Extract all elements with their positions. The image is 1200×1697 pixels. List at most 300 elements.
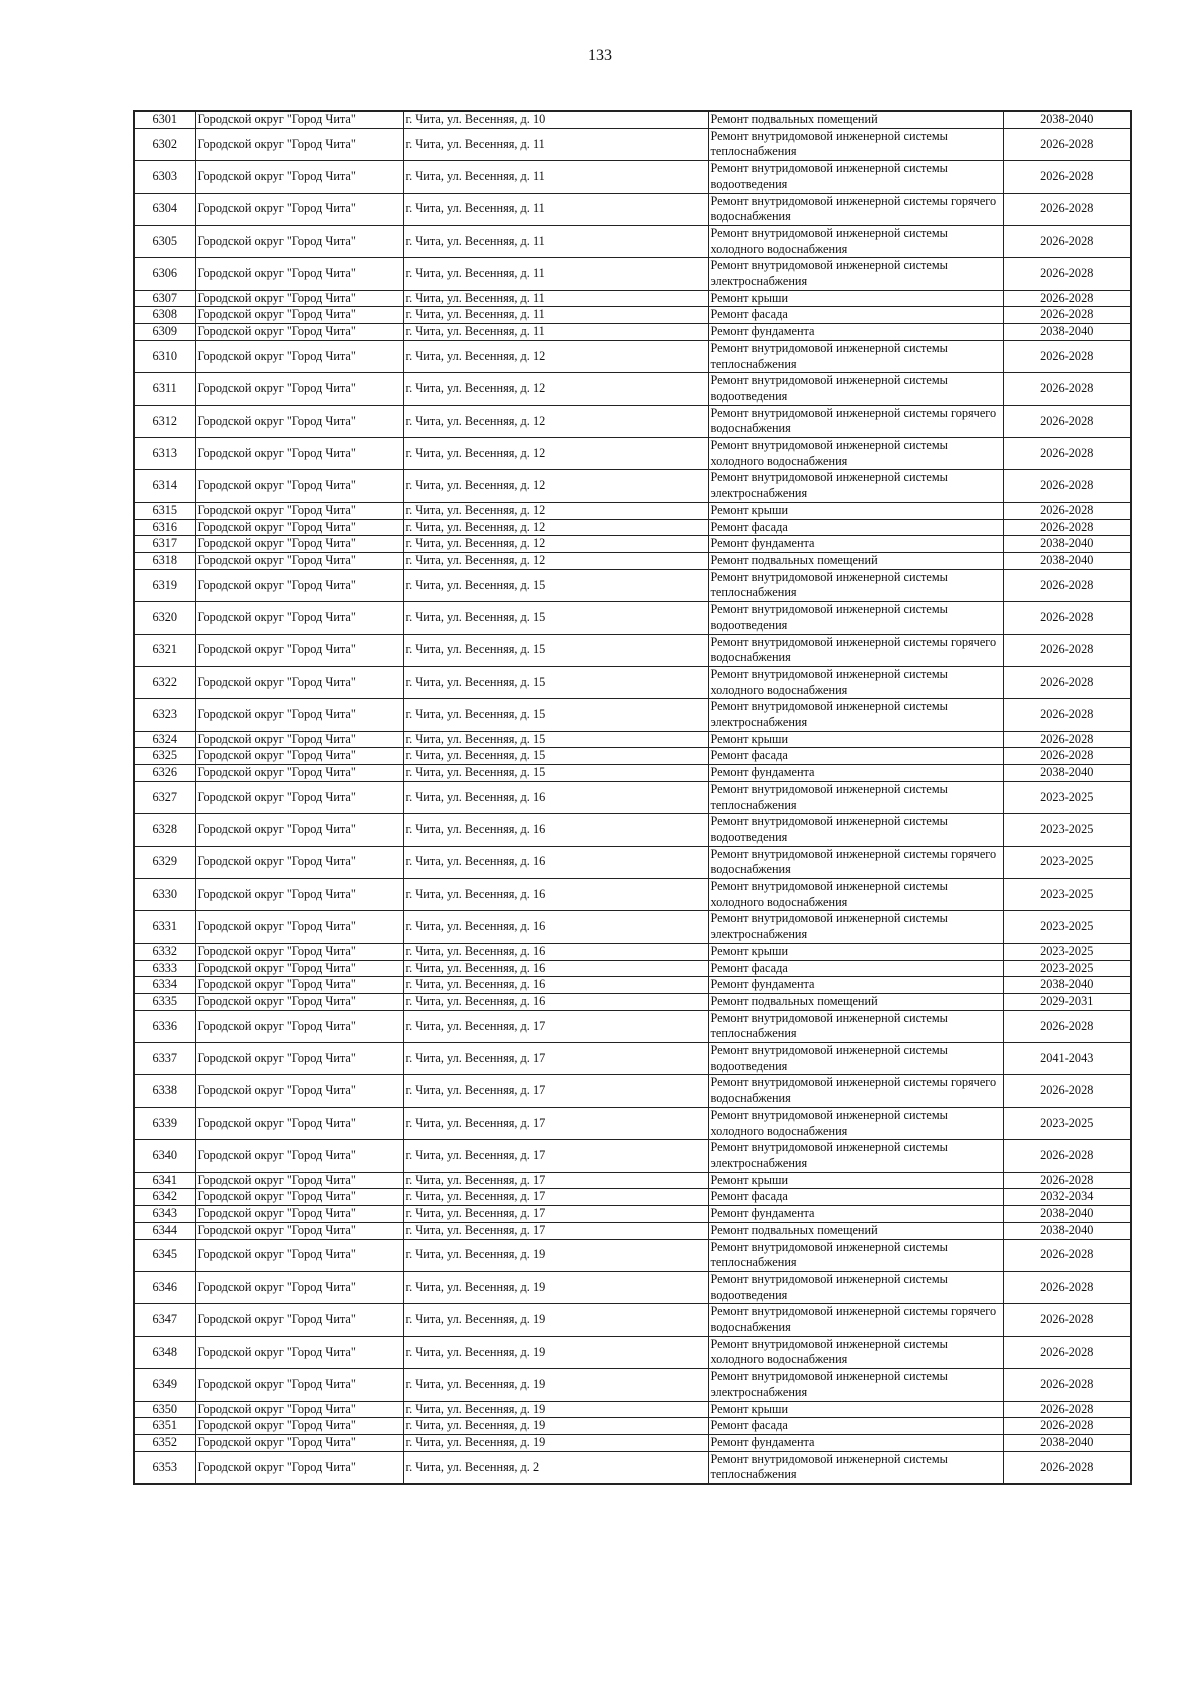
work-type-cell: Ремонт внутридомовой инженерной системы электроснабжения <box>708 1140 1003 1172</box>
table-row <box>134 731 1131 748</box>
table-row <box>134 1172 1131 1189</box>
municipality-cell: Городской округ "Город Чита" <box>195 1043 403 1075</box>
row-number-cell: 6307 <box>134 290 195 307</box>
work-type-cell: Ремонт внутридомовой инженерной системы холодного водоснабжения <box>708 666 1003 698</box>
municipality-cell: Городской округ "Город Чита" <box>195 1304 403 1336</box>
address-cell: г. Чита, ул. Весенняя, д. 12 <box>403 405 708 437</box>
municipality-cell: Городской округ "Город Чита" <box>195 977 403 994</box>
row-number-cell: 6330 <box>134 879 195 911</box>
municipality-cell: Городской округ "Город Чита" <box>195 519 403 536</box>
table-row <box>134 960 1131 977</box>
municipality-cell: Городской округ "Город Чита" <box>195 536 403 553</box>
register-body <box>134 111 1131 1484</box>
row-number-cell: 6338 <box>134 1075 195 1107</box>
address-cell: г. Чита, ул. Весенняя, д. 17 <box>403 1206 708 1223</box>
row-number-cell: 6304 <box>134 193 195 225</box>
address-cell: г. Чита, ул. Весенняя, д. 19 <box>403 1239 708 1271</box>
municipality-cell: Городской округ "Город Чита" <box>195 552 403 569</box>
municipality-cell: Городской округ "Город Чита" <box>195 748 403 765</box>
address-cell: г. Чита, ул. Весенняя, д. 16 <box>403 814 708 846</box>
municipality-cell: Городской округ "Город Чита" <box>195 1107 403 1139</box>
work-type-cell: Ремонт внутридомовой инженерной системы горячего водоснабжения <box>708 193 1003 225</box>
period-cell: 2038-2040 <box>1003 977 1131 994</box>
row-number-cell: 6325 <box>134 748 195 765</box>
work-type-cell: Ремонт фасада <box>708 519 1003 536</box>
municipality-cell: Городской округ "Город Чита" <box>195 699 403 731</box>
work-type-cell: Ремонт внутридомовой инженерной системы электроснабжения <box>708 911 1003 943</box>
address-cell: г. Чита, ул. Весенняя, д. 11 <box>403 193 708 225</box>
work-type-cell: Ремонт внутридомовой инженерной системы холодного водоснабжения <box>708 879 1003 911</box>
address-cell: г. Чита, ул. Весенняя, д. 15 <box>403 731 708 748</box>
work-type-cell: Ремонт фасада <box>708 748 1003 765</box>
work-type-cell: Ремонт внутридомовой инженерной системы электроснабжения <box>708 470 1003 502</box>
table-row <box>134 602 1131 634</box>
municipality-cell: Городской округ "Город Чита" <box>195 993 403 1010</box>
period-cell: 2026-2028 <box>1003 161 1131 193</box>
table-row <box>134 552 1131 569</box>
row-number-cell: 6353 <box>134 1451 195 1484</box>
period-cell: 2026-2028 <box>1003 569 1131 601</box>
municipality-cell: Городской округ "Город Чита" <box>195 373 403 405</box>
row-number-cell: 6306 <box>134 258 195 290</box>
table-row <box>134 1451 1131 1484</box>
table-row <box>134 1140 1131 1172</box>
work-type-cell: Ремонт внутридомовой инженерной системы холодного водоснабжения <box>708 438 1003 470</box>
address-cell: г. Чита, ул. Весенняя, д. 19 <box>403 1418 708 1435</box>
work-type-cell: Ремонт внутридомовой инженерной системы теплоснабжения <box>708 1451 1003 1484</box>
address-cell: г. Чита, ул. Весенняя, д. 11 <box>403 258 708 290</box>
work-type-cell: Ремонт крыши <box>708 1172 1003 1189</box>
municipality-cell: Городской округ "Город Чита" <box>195 731 403 748</box>
table-row <box>134 1107 1131 1139</box>
address-cell: г. Чита, ул. Весенняя, д. 16 <box>403 993 708 1010</box>
table-row <box>134 748 1131 765</box>
address-cell: г. Чита, ул. Весенняя, д. 15 <box>403 569 708 601</box>
municipality-cell: Городской округ "Город Чита" <box>195 502 403 519</box>
work-type-cell: Ремонт внутридомовой инженерной системы теплоснабжения <box>708 569 1003 601</box>
row-number-cell: 6310 <box>134 340 195 372</box>
municipality-cell: Городской округ "Город Чита" <box>195 634 403 666</box>
work-type-cell: Ремонт внутридомовой инженерной системы теплоснабжения <box>708 781 1003 813</box>
row-number-cell: 6324 <box>134 731 195 748</box>
row-number-cell: 6348 <box>134 1336 195 1368</box>
page-number: 133 <box>588 47 612 64</box>
table-row <box>134 993 1131 1010</box>
period-cell: 2026-2028 <box>1003 699 1131 731</box>
address-cell: г. Чита, ул. Весенняя, д. 11 <box>403 161 708 193</box>
row-number-cell: 6313 <box>134 438 195 470</box>
address-cell: г. Чита, ул. Весенняя, д. 19 <box>403 1271 708 1303</box>
address-cell: г. Чита, ул. Весенняя, д. 11 <box>403 225 708 257</box>
work-type-cell: Ремонт крыши <box>708 502 1003 519</box>
period-cell: 2023-2025 <box>1003 781 1131 813</box>
table-row <box>134 405 1131 437</box>
work-type-cell: Ремонт внутридомовой инженерной системы горячего водоснабжения <box>708 1304 1003 1336</box>
municipality-cell: Городской округ "Город Чита" <box>195 1451 403 1484</box>
row-number-cell: 6344 <box>134 1222 195 1239</box>
work-type-cell: Ремонт внутридомовой инженерной системы холодного водоснабжения <box>708 225 1003 257</box>
address-cell: г. Чита, ул. Весенняя, д. 15 <box>403 699 708 731</box>
table-row <box>134 1010 1131 1042</box>
table-row <box>134 1271 1131 1303</box>
table-row <box>134 161 1131 193</box>
table-row <box>134 846 1131 878</box>
table-row <box>134 128 1131 160</box>
municipality-cell: Городской округ "Город Чита" <box>195 324 403 341</box>
row-number-cell: 6321 <box>134 634 195 666</box>
period-cell: 2029-2031 <box>1003 993 1131 1010</box>
work-type-cell: Ремонт подвальных помещений <box>708 111 1003 128</box>
work-type-cell: Ремонт внутридомовой инженерной системы водоотведения <box>708 814 1003 846</box>
row-number-cell: 6331 <box>134 911 195 943</box>
municipality-cell: Городской округ "Город Чита" <box>195 1222 403 1239</box>
period-cell: 2038-2040 <box>1003 536 1131 553</box>
row-number-cell: 6337 <box>134 1043 195 1075</box>
row-number-cell: 6319 <box>134 569 195 601</box>
municipality-cell: Городской округ "Город Чита" <box>195 765 403 782</box>
table-row <box>134 519 1131 536</box>
work-type-cell: Ремонт внутридомовой инженерной системы водоотведения <box>708 602 1003 634</box>
row-number-cell: 6343 <box>134 1206 195 1223</box>
row-number-cell: 6303 <box>134 161 195 193</box>
address-cell: г. Чита, ул. Весенняя, д. 15 <box>403 602 708 634</box>
row-number-cell: 6309 <box>134 324 195 341</box>
work-type-cell: Ремонт внутридомовой инженерной системы водоотведения <box>708 1043 1003 1075</box>
address-cell: г. Чита, ул. Весенняя, д. 15 <box>403 765 708 782</box>
period-cell: 2023-2025 <box>1003 879 1131 911</box>
table-row <box>134 258 1131 290</box>
work-type-cell: Ремонт внутридомовой инженерной системы теплоснабжения <box>708 340 1003 372</box>
address-cell: г. Чита, ул. Весенняя, д. 17 <box>403 1075 708 1107</box>
municipality-cell: Городской округ "Город Чита" <box>195 569 403 601</box>
table-row <box>134 666 1131 698</box>
period-cell: 2026-2028 <box>1003 666 1131 698</box>
work-type-cell: Ремонт подвальных помещений <box>708 1222 1003 1239</box>
address-cell: г. Чита, ул. Весенняя, д. 19 <box>403 1401 708 1418</box>
work-type-cell: Ремонт фундамента <box>708 765 1003 782</box>
row-number-cell: 6335 <box>134 993 195 1010</box>
work-type-cell: Ремонт внутридомовой инженерной системы теплоснабжения <box>708 1010 1003 1042</box>
table-row <box>134 1189 1131 1206</box>
municipality-cell: Городской округ "Город Чита" <box>195 405 403 437</box>
row-number-cell: 6333 <box>134 960 195 977</box>
period-cell: 2026-2028 <box>1003 602 1131 634</box>
row-number-cell: 6334 <box>134 977 195 994</box>
municipality-cell: Городской округ "Город Чита" <box>195 666 403 698</box>
table-row <box>134 814 1131 846</box>
table-row <box>134 1075 1131 1107</box>
period-cell: 2026-2028 <box>1003 731 1131 748</box>
table-row <box>134 1418 1131 1435</box>
period-cell: 2023-2025 <box>1003 1107 1131 1139</box>
address-cell: г. Чита, ул. Весенняя, д. 16 <box>403 943 708 960</box>
municipality-cell: Городской округ "Город Чита" <box>195 1010 403 1042</box>
work-type-cell: Ремонт внутридомовой инженерной системы водоотведения <box>708 1271 1003 1303</box>
row-number-cell: 6336 <box>134 1010 195 1042</box>
row-number-cell: 6342 <box>134 1189 195 1206</box>
address-cell: г. Чита, ул. Весенняя, д. 19 <box>403 1369 708 1401</box>
table-row <box>134 781 1131 813</box>
table-row <box>134 502 1131 519</box>
address-cell: г. Чита, ул. Весенняя, д. 16 <box>403 911 708 943</box>
row-number-cell: 6350 <box>134 1401 195 1418</box>
period-cell: 2038-2040 <box>1003 765 1131 782</box>
municipality-cell: Городской округ "Город Чита" <box>195 438 403 470</box>
address-cell: г. Чита, ул. Весенняя, д. 2 <box>403 1451 708 1484</box>
table-row <box>134 699 1131 731</box>
row-number-cell: 6332 <box>134 943 195 960</box>
municipality-cell: Городской округ "Город Чита" <box>195 193 403 225</box>
address-cell: г. Чита, ул. Весенняя, д. 12 <box>403 536 708 553</box>
address-cell: г. Чита, ул. Весенняя, д. 15 <box>403 634 708 666</box>
address-cell: г. Чита, ул. Весенняя, д. 16 <box>403 960 708 977</box>
period-cell: 2023-2025 <box>1003 814 1131 846</box>
work-type-cell: Ремонт фундамента <box>708 536 1003 553</box>
row-number-cell: 6345 <box>134 1239 195 1271</box>
row-number-cell: 6339 <box>134 1107 195 1139</box>
address-cell: г. Чита, ул. Весенняя, д. 17 <box>403 1222 708 1239</box>
municipality-cell: Городской округ "Город Чита" <box>195 602 403 634</box>
period-cell: 2023-2025 <box>1003 911 1131 943</box>
work-type-cell: Ремонт фундамента <box>708 1434 1003 1451</box>
period-cell: 2023-2025 <box>1003 943 1131 960</box>
period-cell: 2038-2040 <box>1003 1206 1131 1223</box>
municipality-cell: Городской округ "Город Чита" <box>195 1271 403 1303</box>
address-cell: г. Чита, ул. Весенняя, д. 16 <box>403 781 708 813</box>
municipality-cell: Городской округ "Город Чита" <box>195 879 403 911</box>
table-row <box>134 879 1131 911</box>
period-cell: 2038-2040 <box>1003 1434 1131 1451</box>
row-number-cell: 6346 <box>134 1271 195 1303</box>
period-cell: 2026-2028 <box>1003 1304 1131 1336</box>
table-row <box>134 1401 1131 1418</box>
municipality-cell: Городской округ "Город Чита" <box>195 1172 403 1189</box>
period-cell: 2026-2028 <box>1003 1418 1131 1435</box>
work-type-cell: Ремонт внутридомовой инженерной системы горячего водоснабжения <box>708 1075 1003 1107</box>
period-cell: 2026-2028 <box>1003 519 1131 536</box>
address-cell: г. Чита, ул. Весенняя, д. 11 <box>403 307 708 324</box>
period-cell: 2041-2043 <box>1003 1043 1131 1075</box>
municipality-cell: Городской округ "Город Чита" <box>195 960 403 977</box>
address-cell: г. Чита, ул. Весенняя, д. 12 <box>403 373 708 405</box>
work-register-table <box>133 110 1132 1485</box>
address-cell: г. Чита, ул. Весенняя, д. 15 <box>403 666 708 698</box>
period-cell: 2026-2028 <box>1003 128 1131 160</box>
municipality-cell: Городской округ "Город Чита" <box>195 1206 403 1223</box>
period-cell: 2026-2028 <box>1003 193 1131 225</box>
address-cell: г. Чита, ул. Весенняя, д. 15 <box>403 748 708 765</box>
address-cell: г. Чита, ул. Весенняя, д. 11 <box>403 290 708 307</box>
period-cell: 2026-2028 <box>1003 405 1131 437</box>
address-cell: г. Чита, ул. Весенняя, д. 17 <box>403 1107 708 1139</box>
period-cell: 2038-2040 <box>1003 324 1131 341</box>
address-cell: г. Чита, ул. Весенняя, д. 16 <box>403 977 708 994</box>
address-cell: г. Чита, ул. Весенняя, д. 17 <box>403 1140 708 1172</box>
address-cell: г. Чита, ул. Весенняя, д. 12 <box>403 438 708 470</box>
work-type-cell: Ремонт внутридомовой инженерной системы водоотведения <box>708 161 1003 193</box>
municipality-cell: Городской округ "Город Чита" <box>195 1075 403 1107</box>
address-cell: г. Чита, ул. Весенняя, д. 17 <box>403 1043 708 1075</box>
period-cell: 2026-2028 <box>1003 1239 1131 1271</box>
table-row <box>134 943 1131 960</box>
row-number-cell: 6323 <box>134 699 195 731</box>
address-cell: г. Чита, ул. Весенняя, д. 19 <box>403 1336 708 1368</box>
address-cell: г. Чита, ул. Весенняя, д. 19 <box>403 1434 708 1451</box>
period-cell: 2026-2028 <box>1003 1336 1131 1368</box>
table-row <box>134 1434 1131 1451</box>
table-row <box>134 1043 1131 1075</box>
table-row <box>134 536 1131 553</box>
work-type-cell: Ремонт внутридомовой инженерной системы электроснабжения <box>708 1369 1003 1401</box>
address-cell: г. Чита, ул. Весенняя, д. 11 <box>403 128 708 160</box>
period-cell: 2026-2028 <box>1003 1451 1131 1484</box>
municipality-cell: Городской округ "Город Чита" <box>195 111 403 128</box>
row-number-cell: 6314 <box>134 470 195 502</box>
row-number-cell: 6341 <box>134 1172 195 1189</box>
table-row <box>134 1304 1131 1336</box>
row-number-cell: 6351 <box>134 1418 195 1435</box>
municipality-cell: Городской округ "Город Чита" <box>195 307 403 324</box>
work-type-cell: Ремонт внутридомовой инженерной системы холодного водоснабжения <box>708 1336 1003 1368</box>
municipality-cell: Городской округ "Город Чита" <box>195 1434 403 1451</box>
work-type-cell: Ремонт фундамента <box>708 977 1003 994</box>
work-type-cell: Ремонт фасада <box>708 307 1003 324</box>
row-number-cell: 6317 <box>134 536 195 553</box>
period-cell: 2026-2028 <box>1003 290 1131 307</box>
period-cell: 2023-2025 <box>1003 846 1131 878</box>
period-cell: 2026-2028 <box>1003 748 1131 765</box>
municipality-cell: Городской округ "Город Чита" <box>195 340 403 372</box>
table-row <box>134 634 1131 666</box>
period-cell: 2026-2028 <box>1003 1140 1131 1172</box>
table-row <box>134 225 1131 257</box>
period-cell: 2026-2028 <box>1003 1172 1131 1189</box>
row-number-cell: 6320 <box>134 602 195 634</box>
row-number-cell: 6349 <box>134 1369 195 1401</box>
municipality-cell: Городской округ "Город Чита" <box>195 943 403 960</box>
table-row <box>134 470 1131 502</box>
row-number-cell: 6302 <box>134 128 195 160</box>
period-cell: 2026-2028 <box>1003 502 1131 519</box>
address-cell: г. Чита, ул. Весенняя, д. 16 <box>403 879 708 911</box>
period-cell: 2026-2028 <box>1003 373 1131 405</box>
table-row <box>134 1336 1131 1368</box>
period-cell: 2026-2028 <box>1003 340 1131 372</box>
table-row <box>134 569 1131 601</box>
address-cell: г. Чита, ул. Весенняя, д. 17 <box>403 1172 708 1189</box>
municipality-cell: Городской округ "Город Чита" <box>195 814 403 846</box>
municipality-cell: Городской округ "Город Чита" <box>195 258 403 290</box>
municipality-cell: Городской округ "Город Чита" <box>195 225 403 257</box>
table-row <box>134 307 1131 324</box>
row-number-cell: 6329 <box>134 846 195 878</box>
address-cell: г. Чита, ул. Весенняя, д. 12 <box>403 502 708 519</box>
work-type-cell: Ремонт внутридомовой инженерной системы водоотведения <box>708 373 1003 405</box>
address-cell: г. Чита, ул. Весенняя, д. 12 <box>403 519 708 536</box>
work-type-cell: Ремонт внутридомовой инженерной системы горячего водоснабжения <box>708 846 1003 878</box>
work-type-cell: Ремонт фасада <box>708 1189 1003 1206</box>
work-type-cell: Ремонт фундамента <box>708 1206 1003 1223</box>
table-row <box>134 1206 1131 1223</box>
period-cell: 2026-2028 <box>1003 470 1131 502</box>
work-type-cell: Ремонт подвальных помещений <box>708 552 1003 569</box>
municipality-cell: Городской округ "Город Чита" <box>195 1369 403 1401</box>
address-cell: г. Чита, ул. Весенняя, д. 11 <box>403 324 708 341</box>
work-type-cell: Ремонт внутридомовой инженерной системы теплоснабжения <box>708 128 1003 160</box>
address-cell: г. Чита, ул. Весенняя, д. 12 <box>403 340 708 372</box>
row-number-cell: 6315 <box>134 502 195 519</box>
table-row <box>134 765 1131 782</box>
address-cell: г. Чита, ул. Весенняя, д. 19 <box>403 1304 708 1336</box>
table-row <box>134 1369 1131 1401</box>
period-cell: 2026-2028 <box>1003 1075 1131 1107</box>
period-cell: 2026-2028 <box>1003 438 1131 470</box>
table-row <box>134 290 1131 307</box>
period-cell: 2026-2028 <box>1003 307 1131 324</box>
row-number-cell: 6301 <box>134 111 195 128</box>
work-type-cell: Ремонт фундамента <box>708 324 1003 341</box>
municipality-cell: Городской округ "Город Чита" <box>195 1140 403 1172</box>
row-number-cell: 6312 <box>134 405 195 437</box>
period-cell: 2026-2028 <box>1003 1271 1131 1303</box>
row-number-cell: 6327 <box>134 781 195 813</box>
period-cell: 2026-2028 <box>1003 1010 1131 1042</box>
municipality-cell: Городской округ "Город Чита" <box>195 1401 403 1418</box>
address-cell: г. Чита, ул. Весенняя, д. 16 <box>403 846 708 878</box>
period-cell: 2038-2040 <box>1003 1222 1131 1239</box>
period-cell: 2038-2040 <box>1003 111 1131 128</box>
address-cell: г. Чита, ул. Весенняя, д. 12 <box>403 470 708 502</box>
work-type-cell: Ремонт внутридомовой инженерной системы электроснабжения <box>708 699 1003 731</box>
address-cell: г. Чита, ул. Весенняя, д. 17 <box>403 1010 708 1042</box>
row-number-cell: 6316 <box>134 519 195 536</box>
table-row <box>134 373 1131 405</box>
work-type-cell: Ремонт крыши <box>708 731 1003 748</box>
municipality-cell: Городской округ "Город Чита" <box>195 290 403 307</box>
table-row <box>134 324 1131 341</box>
work-type-cell: Ремонт внутридомовой инженерной системы холодного водоснабжения <box>708 1107 1003 1139</box>
municipality-cell: Городской округ "Город Чита" <box>195 1418 403 1435</box>
municipality-cell: Городской округ "Город Чита" <box>195 1189 403 1206</box>
work-type-cell: Ремонт внутридомовой инженерной системы горячего водоснабжения <box>708 634 1003 666</box>
municipality-cell: Городской округ "Город Чита" <box>195 161 403 193</box>
municipality-cell: Городской округ "Город Чита" <box>195 911 403 943</box>
period-cell: 2026-2028 <box>1003 1401 1131 1418</box>
table-row <box>134 438 1131 470</box>
period-cell: 2026-2028 <box>1003 1369 1131 1401</box>
row-number-cell: 6340 <box>134 1140 195 1172</box>
table-row <box>134 1239 1131 1271</box>
row-number-cell: 6305 <box>134 225 195 257</box>
work-type-cell: Ремонт подвальных помещений <box>708 993 1003 1010</box>
work-type-cell: Ремонт фасада <box>708 1418 1003 1435</box>
table-row <box>134 193 1131 225</box>
work-type-cell: Ремонт фасада <box>708 960 1003 977</box>
period-cell: 2026-2028 <box>1003 634 1131 666</box>
table-row <box>134 111 1131 128</box>
row-number-cell: 6318 <box>134 552 195 569</box>
row-number-cell: 6322 <box>134 666 195 698</box>
row-number-cell: 6311 <box>134 373 195 405</box>
period-cell: 2026-2028 <box>1003 258 1131 290</box>
table-row <box>134 911 1131 943</box>
period-cell: 2026-2028 <box>1003 225 1131 257</box>
address-cell: г. Чита, ул. Весенняя, д. 10 <box>403 111 708 128</box>
row-number-cell: 6347 <box>134 1304 195 1336</box>
table-row <box>134 977 1131 994</box>
work-type-cell: Ремонт внутридомовой инженерной системы теплоснабжения <box>708 1239 1003 1271</box>
municipality-cell: Городской округ "Город Чита" <box>195 1239 403 1271</box>
